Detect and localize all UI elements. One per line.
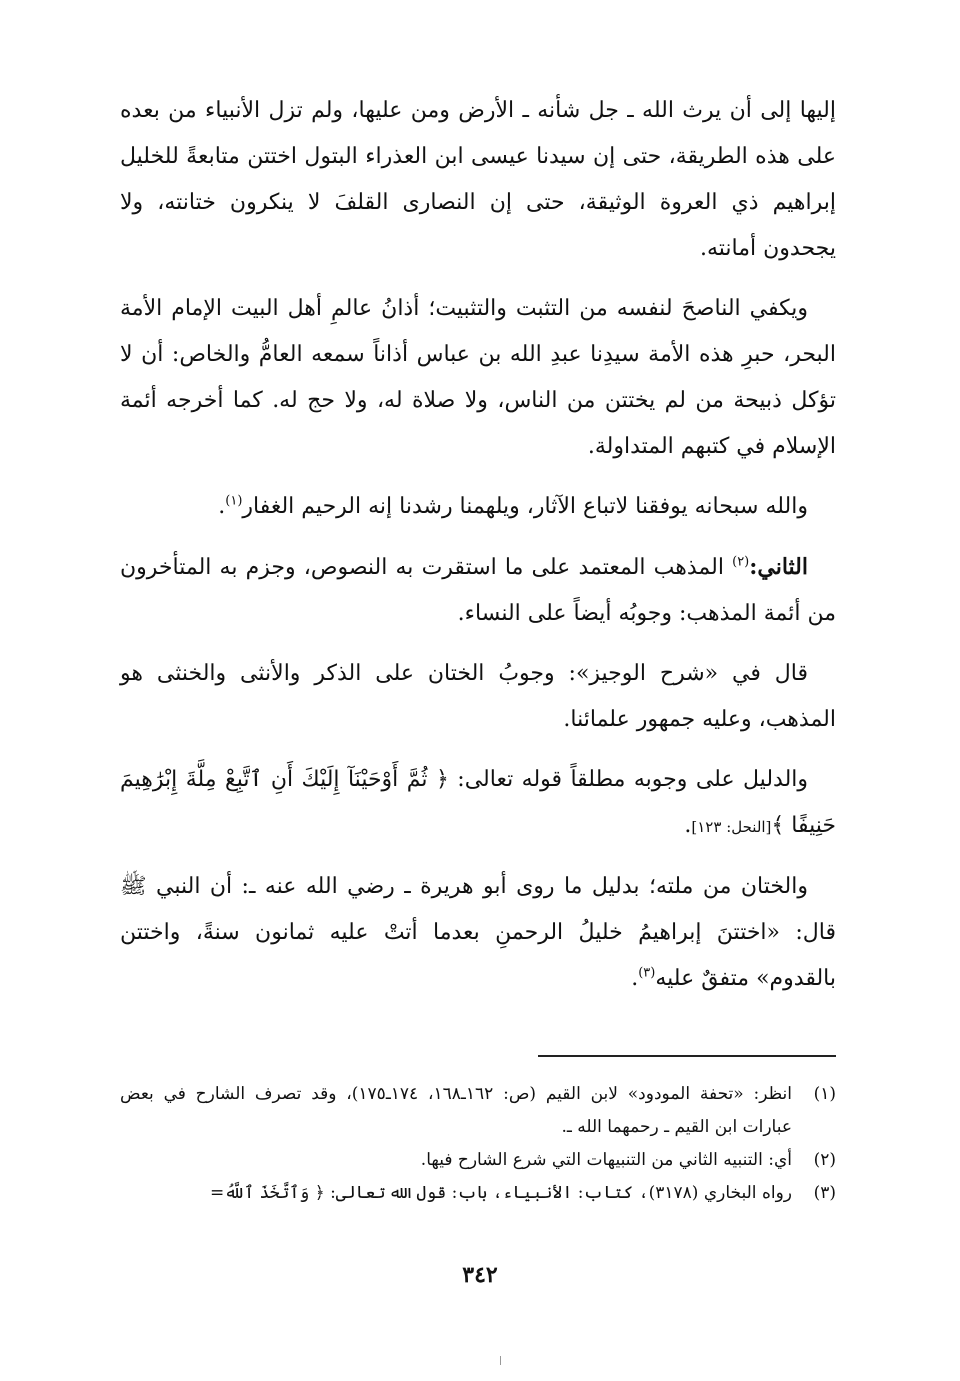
paragraph-6 [120,757,836,850]
paragraph-6-text: والدليل على وجوبه مطلقاً قوله تعالى: [448,767,809,792]
footnote-number: (١) [813,1084,836,1104]
paragraph-6-end: . [684,813,692,838]
scan-mark [500,1356,501,1365]
footnote-text: أي: التنبيه الثاني من التنبيهات التي شرع الشارح فيها. [420,1150,792,1170]
paragraph-4-lead: الثاني: [749,554,808,580]
footnote-2 [120,1144,836,1177]
paragraph-7 [120,864,836,1002]
paragraph-4 [120,544,836,637]
main-text [120,88,836,1016]
footnote-text: انظر: «تحفة المودود» لابن القيم (ص: ١٦٢ـ١٦٨، ١٧٤ـ١٧٥)، وقد تصرف الشارح في بعض عبارات ابن القيم ـ رحمهما الله ـ. [120,1084,792,1137]
quran-verse: ﴿ ثُمَّ أَوْحَيْنَآ إِلَيْكَ أَنِ ٱتَّبِعْ مِلَّةَ إِبْرَٰهِيمَ حَنِيفًا ﴾ [120,767,836,838]
footnote-ref-3[interactable]: (٣) [638,965,656,981]
footnote-divider [538,1055,836,1057]
paragraph-3 [120,484,836,530]
paragraph-2: ويكفي الناصحَ لنفسه من التثبت والتثبيت؛ أذانُ عالمِ أهل البيت الإمام الأمة البحر، حبرِ هذه الأمة سيدِنا عبدِ الله بن عباس أذاناً سمعه العامُّ والخاص: أن لا تؤكل ذبيحة من لم يختتن من الناس، ولا صلاة له، ولا حج له. كما أخرجه أئمة الإسلام في كتبهم المتداولة. [120,296,836,459]
paragraph-4-text: المذهب المعتمد على ما استقرت به النصوص، وجزم به المتأخرون من أئمة المذهب: وجوبُه أيضاً على النساء. [120,555,836,626]
paragraph-1: إليها إلى أن يرث الله ـ جل شأنه ـ الأرض ومن عليها، ولم تزل الأنبياء من بعده على هذه الطريقة، حتى إن سيدنا عيسى ابن العذراء البتول اختتن متابعةً للخليل إبراهيم ذي العروة الوثيقة، حتى إن النصارى القلفَ لا ينكرون ختانته، ولا يجحدون أمانته. [120,98,836,261]
paragraph-7-end: . [631,966,639,991]
footnote-3 [120,1177,836,1210]
page-number: ٣٤٢ [462,1262,498,1288]
verse-reference: [النحل: ١٢٣] [691,818,772,836]
paragraph-5: قال في «شرح الوجيز»: وجوبُ الختان على الذكر والأنثى والخنثى هو المذهب، وعليه جمهور علمائنا. [120,661,836,732]
footnote-number: (٢) [813,1150,836,1170]
paragraph-3-text: والله سبحانه يوفقنا لاتباع الآثار، ويلهمنا رشدنا إنه الرحيم الغفار [242,494,808,519]
paragraph-3-end: . [218,494,226,519]
footnote-text: رواه البخاري (٣١٧٨)، كتاب: الأنبياء، باب: قول الله تعالى: ﴿ وَٱتَّخَذَ ٱللَّهُ= [209,1183,792,1203]
footnote-ref-1[interactable]: (١) [225,493,243,509]
footnote-1 [120,1078,836,1144]
paragraph-7-text: والختان من ملته؛ بدليل ما روى أبو هريرة ـ رضي الله عنه ـ: أن النبي ﷺ قال: «اختتنَ إبراهيمُ خليلُ الرحمنِ بعدما أتتْ عليه ثمانون سنةً، واختتن بالقدوم» متفقٌ عليه [120,874,836,991]
footnotes [120,1078,836,1210]
footnote-ref-2[interactable]: (٢) [732,554,750,570]
footnote-number: (٣) [813,1183,836,1203]
